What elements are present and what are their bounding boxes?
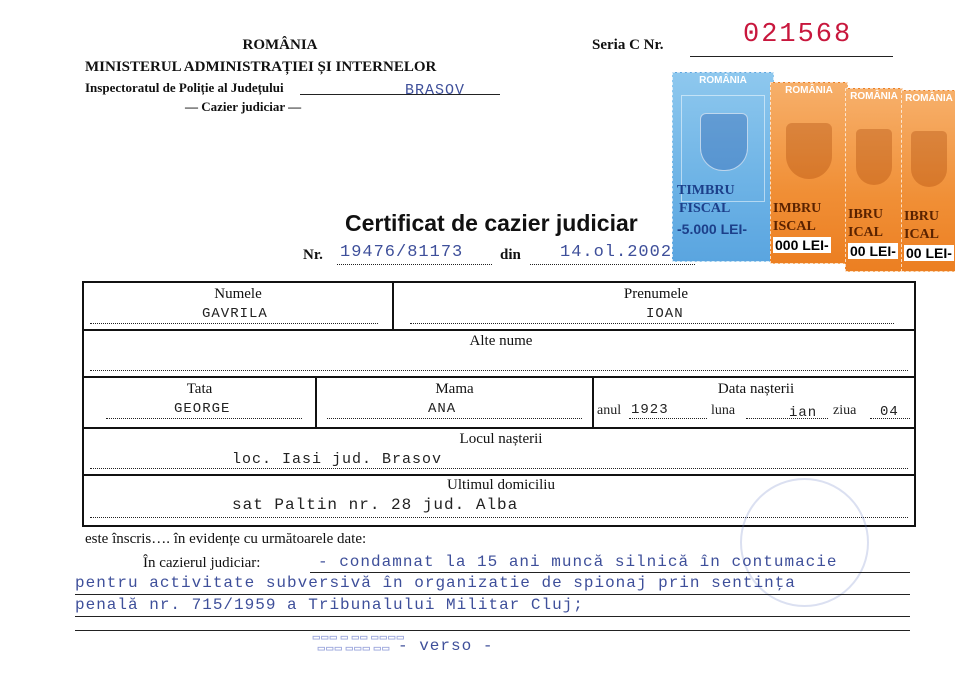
cazier-content-line1: - condamnat la 15 ani muncă silnică în contumacie <box>318 553 838 571</box>
county-value: BRASOV <box>405 82 466 99</box>
stamp-line2: ICAL <box>904 227 940 242</box>
certificate-title: Certificat de cazier judiciar <box>345 210 638 236</box>
registry-label: — Cazier judiciar — <box>185 99 302 114</box>
row-divider <box>84 329 914 331</box>
seria-label: Seria C Nr. <box>592 37 664 53</box>
seria-number: 021568 <box>743 20 853 50</box>
anul-value: 1923 <box>631 402 669 418</box>
signature-stamp: ▭▭▭ ▭ ▭▭ ▭▭▭▭ ▭▭▭ ▭▭▭ ▭▭ <box>312 632 405 653</box>
locul-dotline <box>90 468 908 469</box>
luna-label: luna <box>711 403 736 418</box>
content-underline <box>75 616 910 617</box>
fiscal-stamp-orange-3 <box>901 90 955 272</box>
certificate-number: 19476/81173 <box>340 243 464 262</box>
stamp-value: -5.000 LEI- <box>677 221 748 237</box>
content-underline <box>310 572 910 573</box>
stamp-country: ROMÂNIA <box>850 91 898 102</box>
coat-of-arms-icon <box>856 129 892 185</box>
stamp-line2: ICAL <box>848 225 884 240</box>
coat-of-arms-icon <box>911 131 947 187</box>
county-underline <box>300 94 500 95</box>
numele-dotline <box>90 323 378 324</box>
ministry-heading: MINISTERUL ADMINISTRAȚIEI ȘI INTERNELOR <box>85 59 437 75</box>
verso-note: - verso - <box>398 637 494 655</box>
locul-nasterii-value: loc. Iasi jud. Brasov <box>232 451 443 468</box>
cazier-content-line2: pentru activitate subversivă în organizatie de spionaj prin sentinţa <box>75 574 796 592</box>
ultimul-domiciliu-value: sat Paltin nr. 28 jud. Alba <box>232 496 519 514</box>
stamp-line1: IMBRU <box>773 201 822 216</box>
alte-nume-label: Alte nume <box>469 333 533 349</box>
stamp-line2: ISCAL <box>773 219 816 234</box>
country-heading: ROMÂNIA <box>242 37 318 53</box>
row-divider <box>84 376 914 378</box>
certificate-date: 14.ol.2002 <box>560 243 673 262</box>
prenumele-label: Prenumele <box>623 286 689 302</box>
inscris-text: este înscris…. în evidențe cu următoarele date: <box>85 531 367 547</box>
date-underline <box>530 264 695 265</box>
coat-of-arms-icon <box>786 123 832 179</box>
tata-dotline <box>106 418 302 419</box>
stamp-value: 00 LEI- <box>850 243 896 259</box>
content-underline <box>75 594 910 595</box>
inspectorate-label: Inspectoratul de Poliție al Județului <box>85 80 284 95</box>
numele-value: GAVRILA <box>202 306 268 322</box>
mama-label: Mama <box>435 381 474 397</box>
row-divider <box>84 427 914 429</box>
stamp-value: 000 LEI- <box>775 237 829 253</box>
alte-nume-dotline <box>90 370 908 371</box>
data-nasterii-label: Data nașterii <box>717 381 795 397</box>
stamp-country: ROMÂNIA <box>699 75 747 86</box>
tata-value: GEORGE <box>174 401 231 417</box>
numele-label: Numele <box>214 286 262 302</box>
nr-label: Nr. <box>303 247 323 263</box>
fiscal-stamp-orange-2 <box>845 88 903 272</box>
stamp-line2: FISCAL <box>679 201 731 216</box>
ziua-value: 04 <box>880 404 899 420</box>
ultimul-domiciliu-label: Ultimul domiciliu <box>447 477 555 493</box>
anul-label: anul <box>597 403 622 418</box>
luna-value: ian <box>789 405 818 421</box>
stamp-line1: IBRU <box>848 207 884 222</box>
din-label: din <box>500 247 521 263</box>
fiscal-stamp-orange-1 <box>770 82 848 264</box>
content-underline <box>75 630 910 631</box>
tata-label: Tata <box>186 381 213 397</box>
stamp-country: ROMÂNIA <box>785 85 833 96</box>
prenumele-dotline <box>410 323 894 324</box>
mama-value: ANA <box>428 401 457 417</box>
mama-dotline <box>327 418 582 419</box>
cazier-content-line3: penală nr. 715/1959 a Tribunalului Militar Cluj; <box>75 596 584 614</box>
nr-underline <box>337 264 492 265</box>
ziua-label: ziua <box>833 403 857 418</box>
locul-nasterii-label: Locul nașterii <box>459 431 543 447</box>
seria-underline <box>690 56 893 57</box>
prenumele-value: IOAN <box>646 306 684 322</box>
stamp-line1: TIMBRU <box>677 183 735 198</box>
row-divider <box>84 474 914 476</box>
fiscal-stamp-blue <box>672 72 774 262</box>
stamp-country: ROMÂNIA <box>905 93 953 104</box>
stamp-value: 00 LEI- <box>906 245 952 261</box>
cazier-label: În cazierul judiciar: <box>143 555 261 571</box>
coat-of-arms-icon <box>700 113 748 171</box>
anul-dotline <box>629 418 707 419</box>
stamp-line1: IBRU <box>904 209 940 224</box>
